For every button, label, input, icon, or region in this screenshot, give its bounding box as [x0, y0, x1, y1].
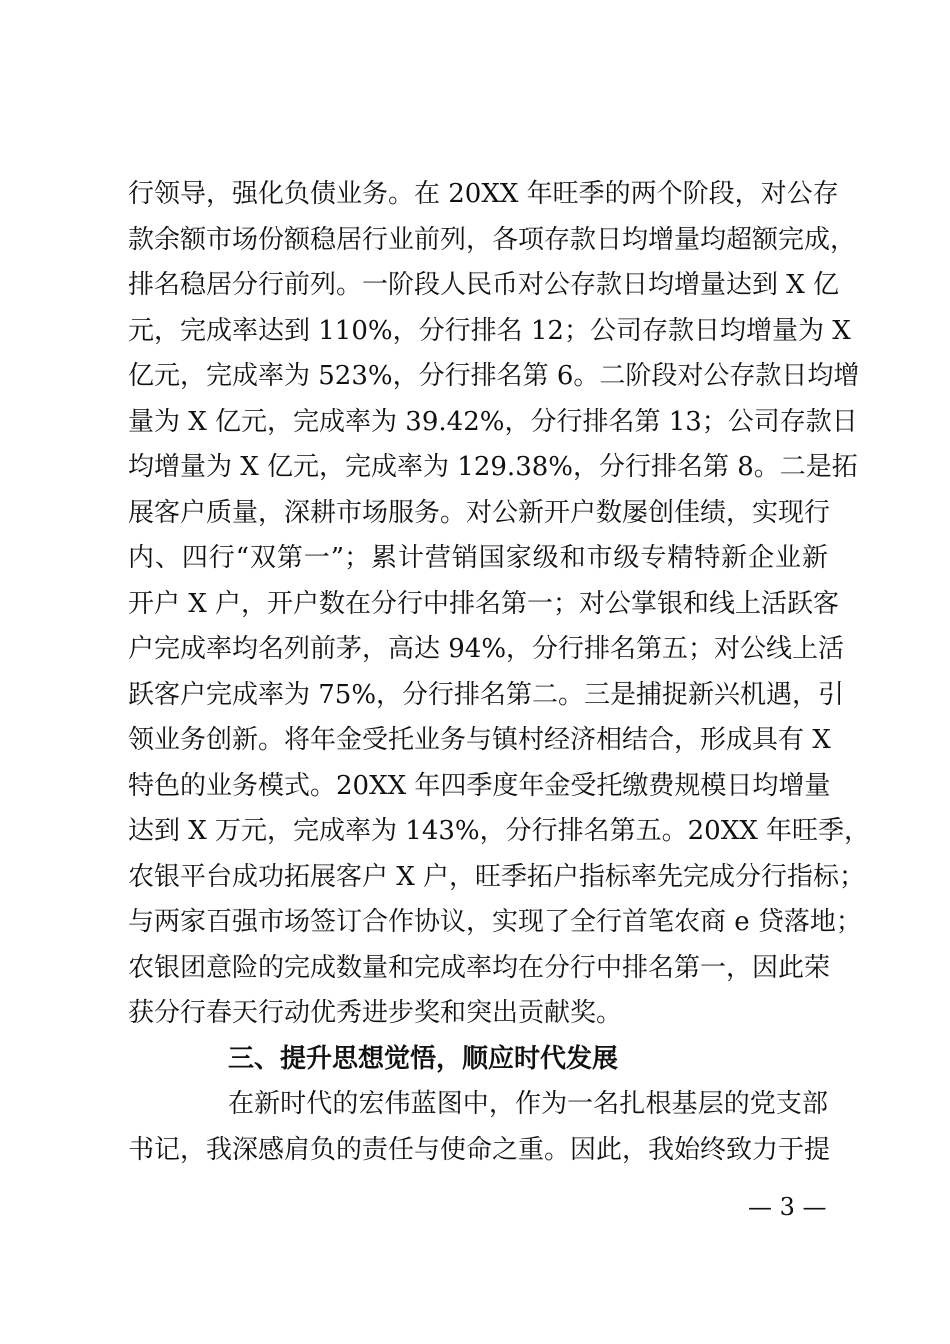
section-heading: 三、提升思想觉悟，顺应时代发展	[228, 1043, 619, 1074]
text-line: 领业务创新。将年金受托业务与镇村经济相结合，形成具有 X	[128, 725, 831, 755]
text-line: 展客户质量，深耕市场服务。对公新开户数屡创佳绩，实现行	[128, 497, 831, 528]
text-line: 特色的业务模式。20XX 年四季度年金受托缴费规模日均增量	[128, 770, 831, 801]
text-line: 跃客户完成率为 75%，分行排名第二。三是捕捉新兴机遇，引	[128, 679, 845, 710]
text-line: 开户 X 户，开户数在分行中排名第一；对公掌银和线上活跃客	[128, 588, 840, 619]
text-line: 获分行春天行动优秀进步奖和突出贡献奖。	[128, 998, 623, 1028]
text-line: 行领导，强化负债业务。在 20XX 年旺季的两个阶段，对公存	[128, 179, 839, 209]
text-line: 农银团意险的完成数量和完成率均在分行中排名第一，因此荣	[128, 952, 831, 983]
paragraph-achievements	[128, 172, 871, 1037]
paragraph-reflection	[128, 1082, 831, 1173]
text-line: 内、四行“双第一”；累计营销国家级和市级专精特新企业新	[128, 543, 828, 573]
text-line: 农银平台成功拓展客户 X 户，旺季拓户指标率先完成分行指标；	[128, 861, 866, 892]
text-line: 排名稳居分行前列。一阶段人民币对公存款日均增量达到 X 亿	[128, 270, 840, 300]
page-number: — 3 —	[748, 1193, 827, 1221]
text-line: 亿元，完成率为 523%，分行排名第 6。二阶段对公存款日均增	[128, 361, 860, 391]
text-line: 书记，我深感肩负的责任与使命之重。因此，我始终致力于提	[128, 1134, 831, 1165]
text-line: 元，完成率达到 110%，分行排名 12；公司存款日均增量为 X	[128, 315, 851, 346]
text-line: 户完成率均名列前茅，高达 94%，分行排名第五；对公线上活	[128, 634, 845, 664]
text-line: 款余额市场份额稳居行业前列，各项存款日均增量均超额完成，	[128, 224, 857, 255]
text-line: 均增量为 X 亿元，完成率为 129.38%，分行排名第 8。二是拓	[128, 452, 858, 482]
text-line: 量为 X 亿元，完成率为 39.42%，分行排名第 13；公司存款日	[128, 406, 858, 437]
text-line: 与两家百强市场签订合作协议，实现了全行首笔农商 e 贷落地；	[128, 907, 862, 937]
text-line: 达到 X 万元，完成率为 143%，分行排名第五。20XX 年旺季，	[128, 816, 871, 846]
text-line: 在新时代的宏伟蓝图中，作为一名扎根基层的党支部	[228, 1089, 828, 1119]
document-body	[128, 172, 871, 1173]
